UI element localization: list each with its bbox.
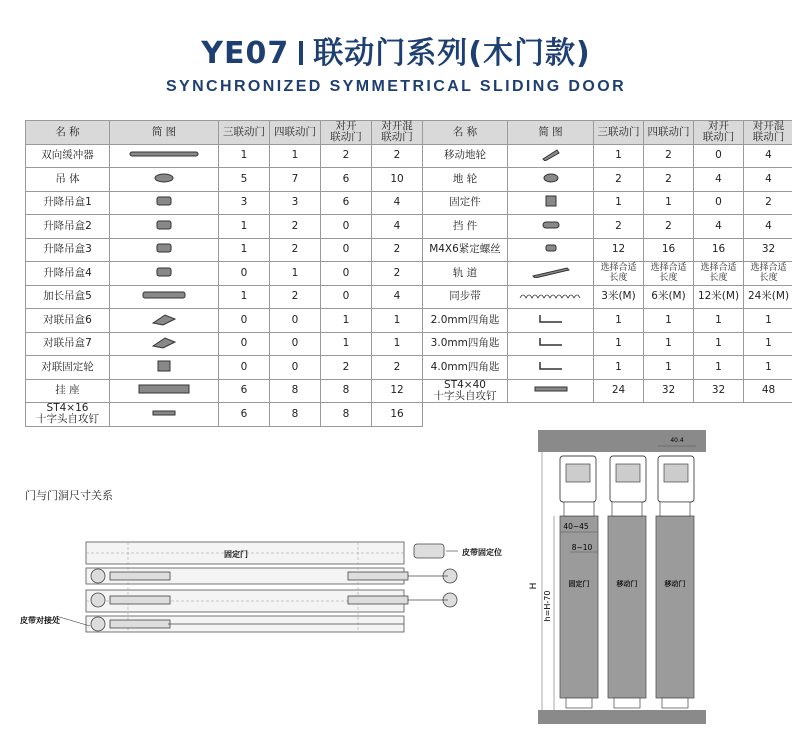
- qty-cell: 0: [694, 191, 744, 215]
- title-divider: [299, 41, 303, 65]
- qty-cell: 0: [270, 309, 321, 333]
- col-name-2: 名 称: [423, 121, 508, 145]
- qty-cell: 6: [321, 168, 372, 192]
- qty-cell: 1: [594, 309, 644, 333]
- part-name: 挂 座: [26, 379, 110, 403]
- qty-cell: 6: [219, 379, 270, 403]
- qty-cell: 2: [270, 285, 321, 309]
- qty-cell: 8: [270, 379, 321, 403]
- qty-cell: 12米(M): [694, 285, 744, 309]
- col-pic: 简 图: [110, 121, 219, 145]
- qty-cell: 4: [372, 285, 423, 309]
- qty-cell: 7: [270, 168, 321, 192]
- lift-box-icon: [110, 215, 219, 239]
- table-row: [26, 309, 792, 333]
- col-three-2: 三联动门: [594, 121, 644, 145]
- qty-cell: 4: [744, 144, 792, 168]
- qty-cell: 1: [219, 144, 270, 168]
- model-code: YE07: [201, 36, 290, 71]
- hex-key-icon: [508, 356, 594, 380]
- link-box-icon: [110, 332, 219, 356]
- qty-cell: 10: [372, 168, 423, 192]
- qty-cell: 32: [644, 379, 694, 403]
- qty-cell: 32: [744, 238, 792, 262]
- part-name: 同步带: [423, 285, 508, 309]
- qty-cell: 2: [644, 144, 694, 168]
- qty-cell: 1: [594, 332, 644, 356]
- qty-cell: 1: [694, 309, 744, 333]
- qty-cell: 2: [372, 144, 423, 168]
- qty-cell: 0: [219, 309, 270, 333]
- part-name: 升降吊盒4: [26, 262, 110, 286]
- qty-cell: 0: [694, 144, 744, 168]
- qty-cell: 32: [694, 379, 744, 403]
- track-icon: [508, 262, 594, 286]
- qty-cell: 6: [321, 191, 372, 215]
- qty-cell: 12: [372, 379, 423, 403]
- qty-cell: 1: [372, 309, 423, 333]
- table-row: [26, 168, 792, 192]
- dim-b: 8~10: [571, 543, 593, 552]
- qty-cell: 3: [270, 191, 321, 215]
- qty-cell: 16: [644, 238, 694, 262]
- qty-cell: 0: [219, 356, 270, 380]
- qty-cell: 1: [321, 332, 372, 356]
- part-name: 4.0mm四角匙: [423, 356, 508, 380]
- table-row: [26, 379, 792, 403]
- part-name: 地 轮: [423, 168, 508, 192]
- qty-cell: 1: [644, 191, 694, 215]
- floor-beam: [538, 710, 706, 724]
- qty-cell: 2: [372, 262, 423, 286]
- door-2-label: 移动门: [616, 580, 638, 588]
- qty-cell: 6: [219, 403, 270, 427]
- col-pic-2: 简 图: [508, 121, 594, 145]
- qty-cell: 0: [321, 215, 372, 239]
- ground-wheel-icon: [508, 168, 594, 192]
- qty-cell: 选择合适 长度: [644, 262, 694, 286]
- qty-cell: 1: [644, 356, 694, 380]
- part-name: 移动地轮: [423, 144, 508, 168]
- col-double-mixed-2: 对开混 联动门: [744, 121, 792, 145]
- qty-cell: 2: [372, 356, 423, 380]
- part-name: ST4×16 十字头自攻钉: [26, 403, 110, 427]
- dim-top: 40.4: [670, 437, 684, 444]
- dim-hh: h=H-70: [543, 590, 552, 622]
- floor-wheel-icon: [508, 144, 594, 168]
- qty-cell: 6米(M): [644, 285, 694, 309]
- qty-cell: 2: [644, 168, 694, 192]
- qty-cell: 8: [321, 379, 372, 403]
- stopper-icon: [508, 215, 594, 239]
- set-screw-icon: [508, 238, 594, 262]
- door-panel-3: [656, 516, 694, 698]
- qty-cell: 0: [321, 262, 372, 286]
- qty-cell: 12: [594, 238, 644, 262]
- part-name: 对联吊盒6: [26, 309, 110, 333]
- belt-joint-label: 皮带对接处: [20, 616, 60, 625]
- qty-cell: 1: [694, 356, 744, 380]
- qty-cell: 0: [219, 332, 270, 356]
- page-subtitle: SYNCHRONIZED SYMMETRICAL SLIDING DOOR: [165, 78, 627, 95]
- belt-icon: [508, 285, 594, 309]
- buffer-icon: [110, 144, 219, 168]
- qty-cell: 1: [644, 309, 694, 333]
- belt-fix-label: 皮带固定位: [462, 548, 502, 557]
- door-1-label: 固定门: [568, 580, 590, 588]
- qty-cell: 2: [594, 168, 644, 192]
- link-box-icon: [110, 309, 219, 333]
- qty-cell: 3米(M): [594, 285, 644, 309]
- table-row: [26, 332, 792, 356]
- col-three: 三联动门: [219, 121, 270, 145]
- part-name: 2.0mm四角匙: [423, 309, 508, 333]
- dim-a: 40~45: [563, 522, 589, 531]
- qty-cell: 4: [372, 215, 423, 239]
- qty-cell: 1: [321, 309, 372, 333]
- part-name: 双向缓冲器: [26, 144, 110, 168]
- qty-cell: 3: [219, 191, 270, 215]
- parts-table: [25, 120, 792, 427]
- col-name: 名 称: [26, 121, 110, 145]
- qty-cell: 1: [372, 332, 423, 356]
- table-row: [26, 215, 792, 239]
- qty-cell: 1: [270, 144, 321, 168]
- table-row: [26, 403, 792, 427]
- fixed-wheel-icon: [110, 356, 219, 380]
- long-box-icon: [110, 285, 219, 309]
- part-name: 升降吊盒2: [26, 215, 110, 239]
- hanger-icon: [110, 168, 219, 192]
- part-name: ST4×40 十字头自攻钉: [423, 379, 508, 403]
- qty-cell: 8: [321, 403, 372, 427]
- qty-cell: 1: [744, 356, 792, 380]
- qty-cell: 2: [644, 215, 694, 239]
- qty-cell: 2: [270, 238, 321, 262]
- part-name: 升降吊盒3: [26, 238, 110, 262]
- qty-cell: 1: [594, 356, 644, 380]
- qty-cell: 1: [219, 238, 270, 262]
- qty-cell: 1: [594, 144, 644, 168]
- series-name: 联动门系列(木门款): [313, 36, 591, 71]
- qty-cell: 1: [694, 332, 744, 356]
- qty-cell: 0: [270, 356, 321, 380]
- table-row: [26, 262, 792, 286]
- qty-cell: 24米(M): [744, 285, 792, 309]
- table-row: [26, 238, 792, 262]
- col-four-2: 四联动门: [644, 121, 694, 145]
- hex-key-icon: [508, 309, 594, 333]
- table-row: [26, 191, 792, 215]
- qty-cell: 选择合适 长度: [744, 262, 792, 286]
- qty-cell: 16: [372, 403, 423, 427]
- rail-top-view: [18, 530, 518, 660]
- qty-cell: 4: [694, 168, 744, 192]
- qty-cell: 1: [270, 262, 321, 286]
- qty-cell: 2: [270, 215, 321, 239]
- qty-cell: 0: [270, 332, 321, 356]
- part-name: M4X6紧定螺丝: [423, 238, 508, 262]
- hex-key-icon: [508, 332, 594, 356]
- blank-area: [423, 403, 792, 427]
- qty-cell: 4: [694, 215, 744, 239]
- part-name: 加长吊盒5: [26, 285, 110, 309]
- mount-icon: [110, 379, 219, 403]
- part-name: 对联吊盒7: [26, 332, 110, 356]
- fixing-icon: [508, 191, 594, 215]
- dim-h: H: [529, 582, 539, 590]
- qty-cell: 0: [321, 238, 372, 262]
- front-elevation: [520, 426, 720, 736]
- qty-cell: 4: [744, 168, 792, 192]
- col-four: 四联动门: [270, 121, 321, 145]
- qty-cell: 选择合适 长度: [694, 262, 744, 286]
- qty-cell: 16: [694, 238, 744, 262]
- qty-cell: 24: [594, 379, 644, 403]
- table-row: [26, 144, 792, 168]
- qty-cell: 5: [219, 168, 270, 192]
- fixed-door-label: 固定门: [224, 550, 248, 559]
- door-panel-2: [608, 516, 646, 698]
- qty-cell: 8: [270, 403, 321, 427]
- qty-cell: 0: [321, 285, 372, 309]
- part-name: 挡 件: [423, 215, 508, 239]
- part-name: 3.0mm四角匙: [423, 332, 508, 356]
- qty-cell: 选择合适 长度: [594, 262, 644, 286]
- qty-cell: 1: [744, 309, 792, 333]
- lift-box-icon: [110, 191, 219, 215]
- long-screw-icon: [508, 379, 594, 403]
- qty-cell: 1: [219, 215, 270, 239]
- door-3-label: 移动门: [664, 580, 686, 588]
- qty-cell: 4: [744, 215, 792, 239]
- qty-cell: 4: [372, 191, 423, 215]
- qty-cell: 2: [372, 238, 423, 262]
- page-title: [0, 28, 792, 72]
- qty-cell: 48: [744, 379, 792, 403]
- part-name: 轨 道: [423, 262, 508, 286]
- qty-cell: 2: [321, 144, 372, 168]
- table-header-row: [26, 121, 792, 145]
- qty-cell: 2: [744, 191, 792, 215]
- qty-cell: 2: [321, 356, 372, 380]
- lift-box-icon: [110, 238, 219, 262]
- section-label: 门与门洞尺寸关系: [25, 489, 113, 502]
- table-row: [26, 285, 792, 309]
- qty-cell: 0: [219, 262, 270, 286]
- qty-cell: 1: [644, 332, 694, 356]
- qty-cell: 1: [594, 191, 644, 215]
- screw-icon: [110, 403, 219, 427]
- part-name: 吊 体: [26, 168, 110, 192]
- qty-cell: 1: [744, 332, 792, 356]
- qty-cell: 1: [219, 285, 270, 309]
- qty-cell: 2: [594, 215, 644, 239]
- part-name: 升降吊盒1: [26, 191, 110, 215]
- table-row: [26, 356, 792, 380]
- lift-box-icon: [110, 262, 219, 286]
- col-double: 对开 联动门: [321, 121, 372, 145]
- part-name: 固定件: [423, 191, 508, 215]
- part-name: 对联固定轮: [26, 356, 110, 380]
- col-double-2: 对开 联动门: [694, 121, 744, 145]
- col-double-mixed: 对开混 联动门: [372, 121, 423, 145]
